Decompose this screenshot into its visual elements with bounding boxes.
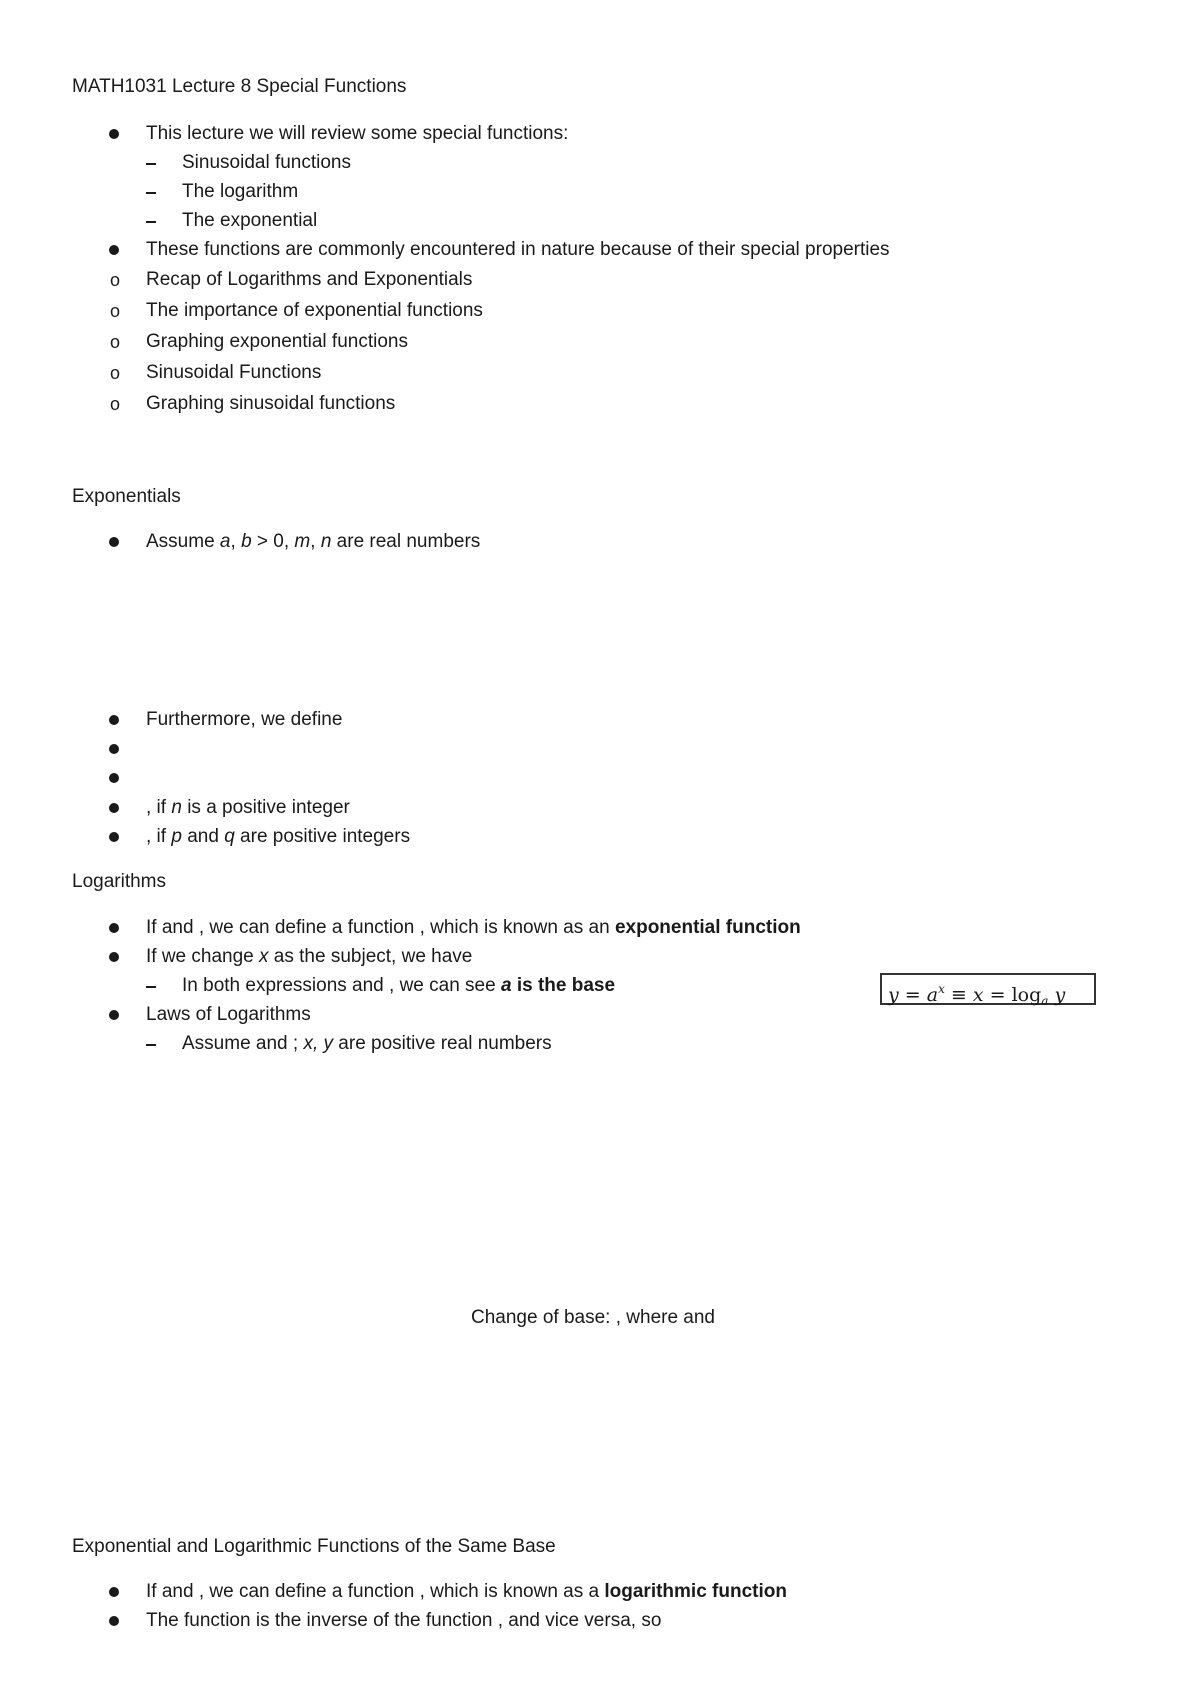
dash-icon — [146, 986, 156, 988]
logarithms-base: In both expressions and , we can see a is the base — [182, 975, 616, 996]
page-title: MATH1031 Lecture 8 Special Functions — [72, 76, 407, 97]
dash-icon — [146, 1044, 156, 1046]
same-base-inverse: The function is the inverse of the function , and vice versa, so — [146, 1610, 662, 1631]
intro-lead: This lecture we will review some special functions: — [146, 123, 569, 144]
exponentials-assume: Assume a, b > 0, m, n are real numbers — [146, 531, 481, 552]
circle-bullet-icon: o — [110, 332, 121, 352]
heading-exponentials: Exponentials — [72, 486, 181, 507]
bullet-icon — [109, 773, 119, 783]
sub-item-exponential: The exponential — [182, 210, 318, 231]
bullet-icon — [109, 245, 119, 255]
outline-item: Graphing exponential functions — [146, 331, 408, 352]
equation-box: $y = a^x \equiv x = \log_a y$ — [880, 973, 1096, 1005]
outline-item: Sinusoidal Functions — [146, 362, 322, 383]
bullet-icon — [109, 715, 119, 725]
dash-icon — [146, 163, 156, 165]
bullet-icon — [109, 1010, 119, 1020]
exponentials-def-rational: , if p and q are positive integers — [146, 826, 411, 847]
outline-item: Graphing sinusoidal functions — [146, 393, 396, 414]
bullet-icon — [109, 923, 119, 933]
bullet-icon — [109, 1587, 119, 1597]
logarithms-subject: If we change x as the subject, we have — [146, 946, 473, 967]
heading-same-base: Exponential and Logarithmic Functions of the Same Base — [72, 1536, 556, 1557]
outline-item: Recap of Logarithms and Exponentials — [146, 269, 473, 290]
exponentials-furthermore: Furthermore, we define — [146, 709, 343, 730]
bullet-icon — [109, 803, 119, 813]
bullet-icon — [109, 744, 119, 754]
circle-bullet-icon: o — [110, 301, 121, 321]
bullet-icon — [109, 537, 119, 547]
bullet-icon — [109, 1616, 119, 1626]
circle-bullet-icon: o — [110, 270, 121, 290]
circle-bullet-icon: o — [110, 394, 121, 414]
circle-bullet-icon: o — [110, 363, 121, 383]
dash-icon — [146, 192, 156, 194]
sub-item-sinusoidal: Sinusoidal functions — [182, 152, 351, 173]
dash-icon — [146, 221, 156, 223]
change-of-base: Change of base: , where and — [471, 1307, 716, 1328]
same-base-define: If and , we can define a function , which is known as a logarithmic function — [146, 1581, 787, 1602]
logarithms-assume: Assume and ; x, y are positive real numbers — [182, 1033, 552, 1054]
exponentials-def-integer: , if n is a positive integer — [146, 797, 350, 818]
heading-logarithms: Logarithms — [72, 871, 166, 892]
bullet-icon — [109, 832, 119, 842]
outline-item: The importance of exponential functions — [146, 300, 483, 321]
logarithms-laws: Laws of Logarithms — [146, 1004, 311, 1025]
bullet-icon — [109, 952, 119, 962]
sub-item-logarithm: The logarithm — [182, 181, 299, 202]
logarithms-define: If and , we can define a function , which is known as an exponential function — [146, 917, 801, 938]
bullet-icon — [109, 129, 119, 139]
intro-note: These functions are commonly encountered in nature because of their special properties — [146, 239, 890, 260]
